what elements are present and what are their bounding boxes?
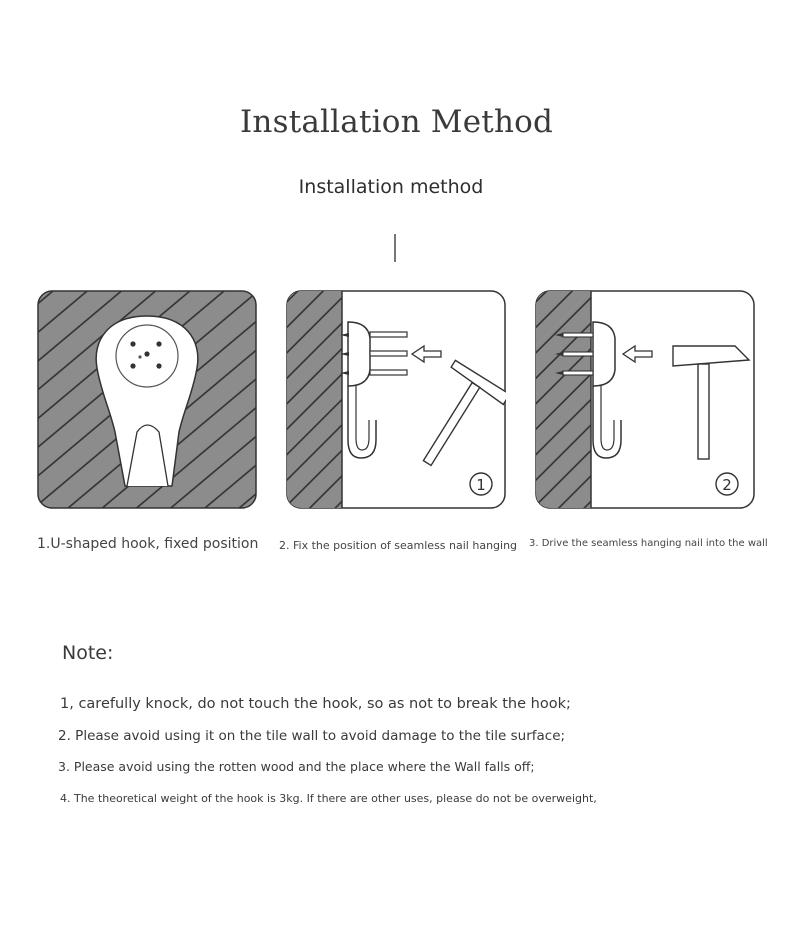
step-1-caption: 1.U-shaped hook, fixed position [37,536,259,552]
note-heading: Note: [62,642,114,664]
note-item: 3. Please avoid using the rotten wood and the place where the Wall falls off; [58,759,535,774]
divider [394,234,396,262]
step-2-caption: 2. Fix the position of seamless nail hanging [279,539,518,552]
note-item: 4. The theoretical weight of the hook is 3kg. If there are other uses, please do not be overweight, [60,792,597,805]
step-badge-1: 1 [476,476,486,494]
note-item: 2. Please avoid using it on the tile wall to avoid damage to the tile surface; [58,728,566,744]
page-subtitle: Installation method [298,176,484,198]
step-3-caption: 3. Drive the seamless hanging nail into the wall [529,538,768,549]
step-1-illustration [37,290,257,509]
step-3-illustration [535,290,755,509]
step-badge-2: 2 [722,476,732,494]
page-title: Installation Method [239,104,554,140]
step-2-illustration [286,290,506,509]
note-item: 1, carefully knock, do not touch the hook, so as not to break the hook; [60,696,571,712]
